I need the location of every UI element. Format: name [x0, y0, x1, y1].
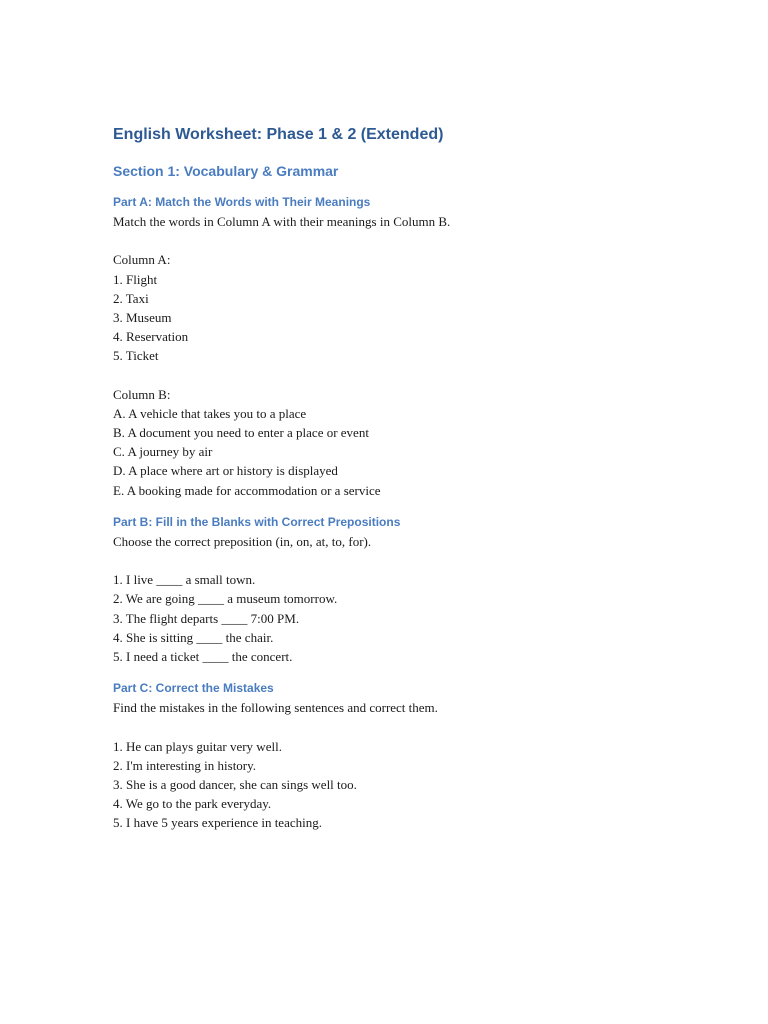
part-b-instruction: Choose the correct preposition (in, on, at, to, for). [113, 533, 372, 549]
column-a-item: 3. Museum [113, 309, 172, 325]
part-b-item: 5. I need a ticket ____ the concert. [113, 648, 293, 664]
part-b-item: 1. I live ____ a small town. [113, 572, 256, 588]
part-c-instruction: Find the mistakes in the following sentences and correct them. [113, 700, 438, 716]
part-c-item: 4. We go to the park everyday. [113, 796, 272, 812]
worksheet-title: English Worksheet: Phase 1 & 2 (Extended) [113, 126, 444, 143]
part-c-item: 1. He can plays guitar very well. [113, 738, 282, 754]
part-c-item: 5. I have 5 years experience in teaching. [113, 815, 322, 831]
worksheet-page [113, 124, 673, 832]
part-c-heading: Part C: Correct the Mistakes [113, 681, 274, 696]
part-c-item: 2. I'm interesting in history. [113, 757, 257, 773]
part-b-item: 2. We are going ____ a museum tomorrow. [113, 591, 338, 607]
part-b-heading: Part B: Fill in the Blanks with Correct Prepositions [113, 514, 401, 529]
column-a-item: 5. Ticket [113, 348, 159, 364]
column-b-item: C. A journey by air [113, 444, 213, 460]
column-b-item: A. A vehicle that takes you to a place [113, 405, 307, 421]
column-b-item: B. A document you need to enter a place or event [113, 425, 369, 441]
column-b-item: D. A place where art or history is displayed [113, 463, 338, 479]
part-a-heading: Part A: Match the Words with Their Meanings [113, 195, 371, 209]
column-a-item: 4. Reservation [113, 329, 189, 345]
part-c-item: 3. She is a good dancer, she can sings well too. [113, 776, 357, 792]
part-a-instruction: Match the words in Column A with their meanings in Column B. [113, 214, 451, 229]
part-b-item: 4. She is sitting ____ the chair. [113, 629, 274, 645]
column-a-item: 2. Taxi [113, 290, 149, 306]
column-b-item: E. A booking made for accommodation or a service [113, 482, 381, 498]
part-b-item: 3. The flight departs ____ 7:00 PM. [113, 610, 300, 626]
section-1-heading: Section 1: Vocabulary & Grammar [113, 163, 339, 179]
column-a-item: 1. Flight [113, 271, 158, 287]
column-a-label: Column A: [113, 252, 171, 268]
column-b-label: Column B: [113, 386, 171, 402]
